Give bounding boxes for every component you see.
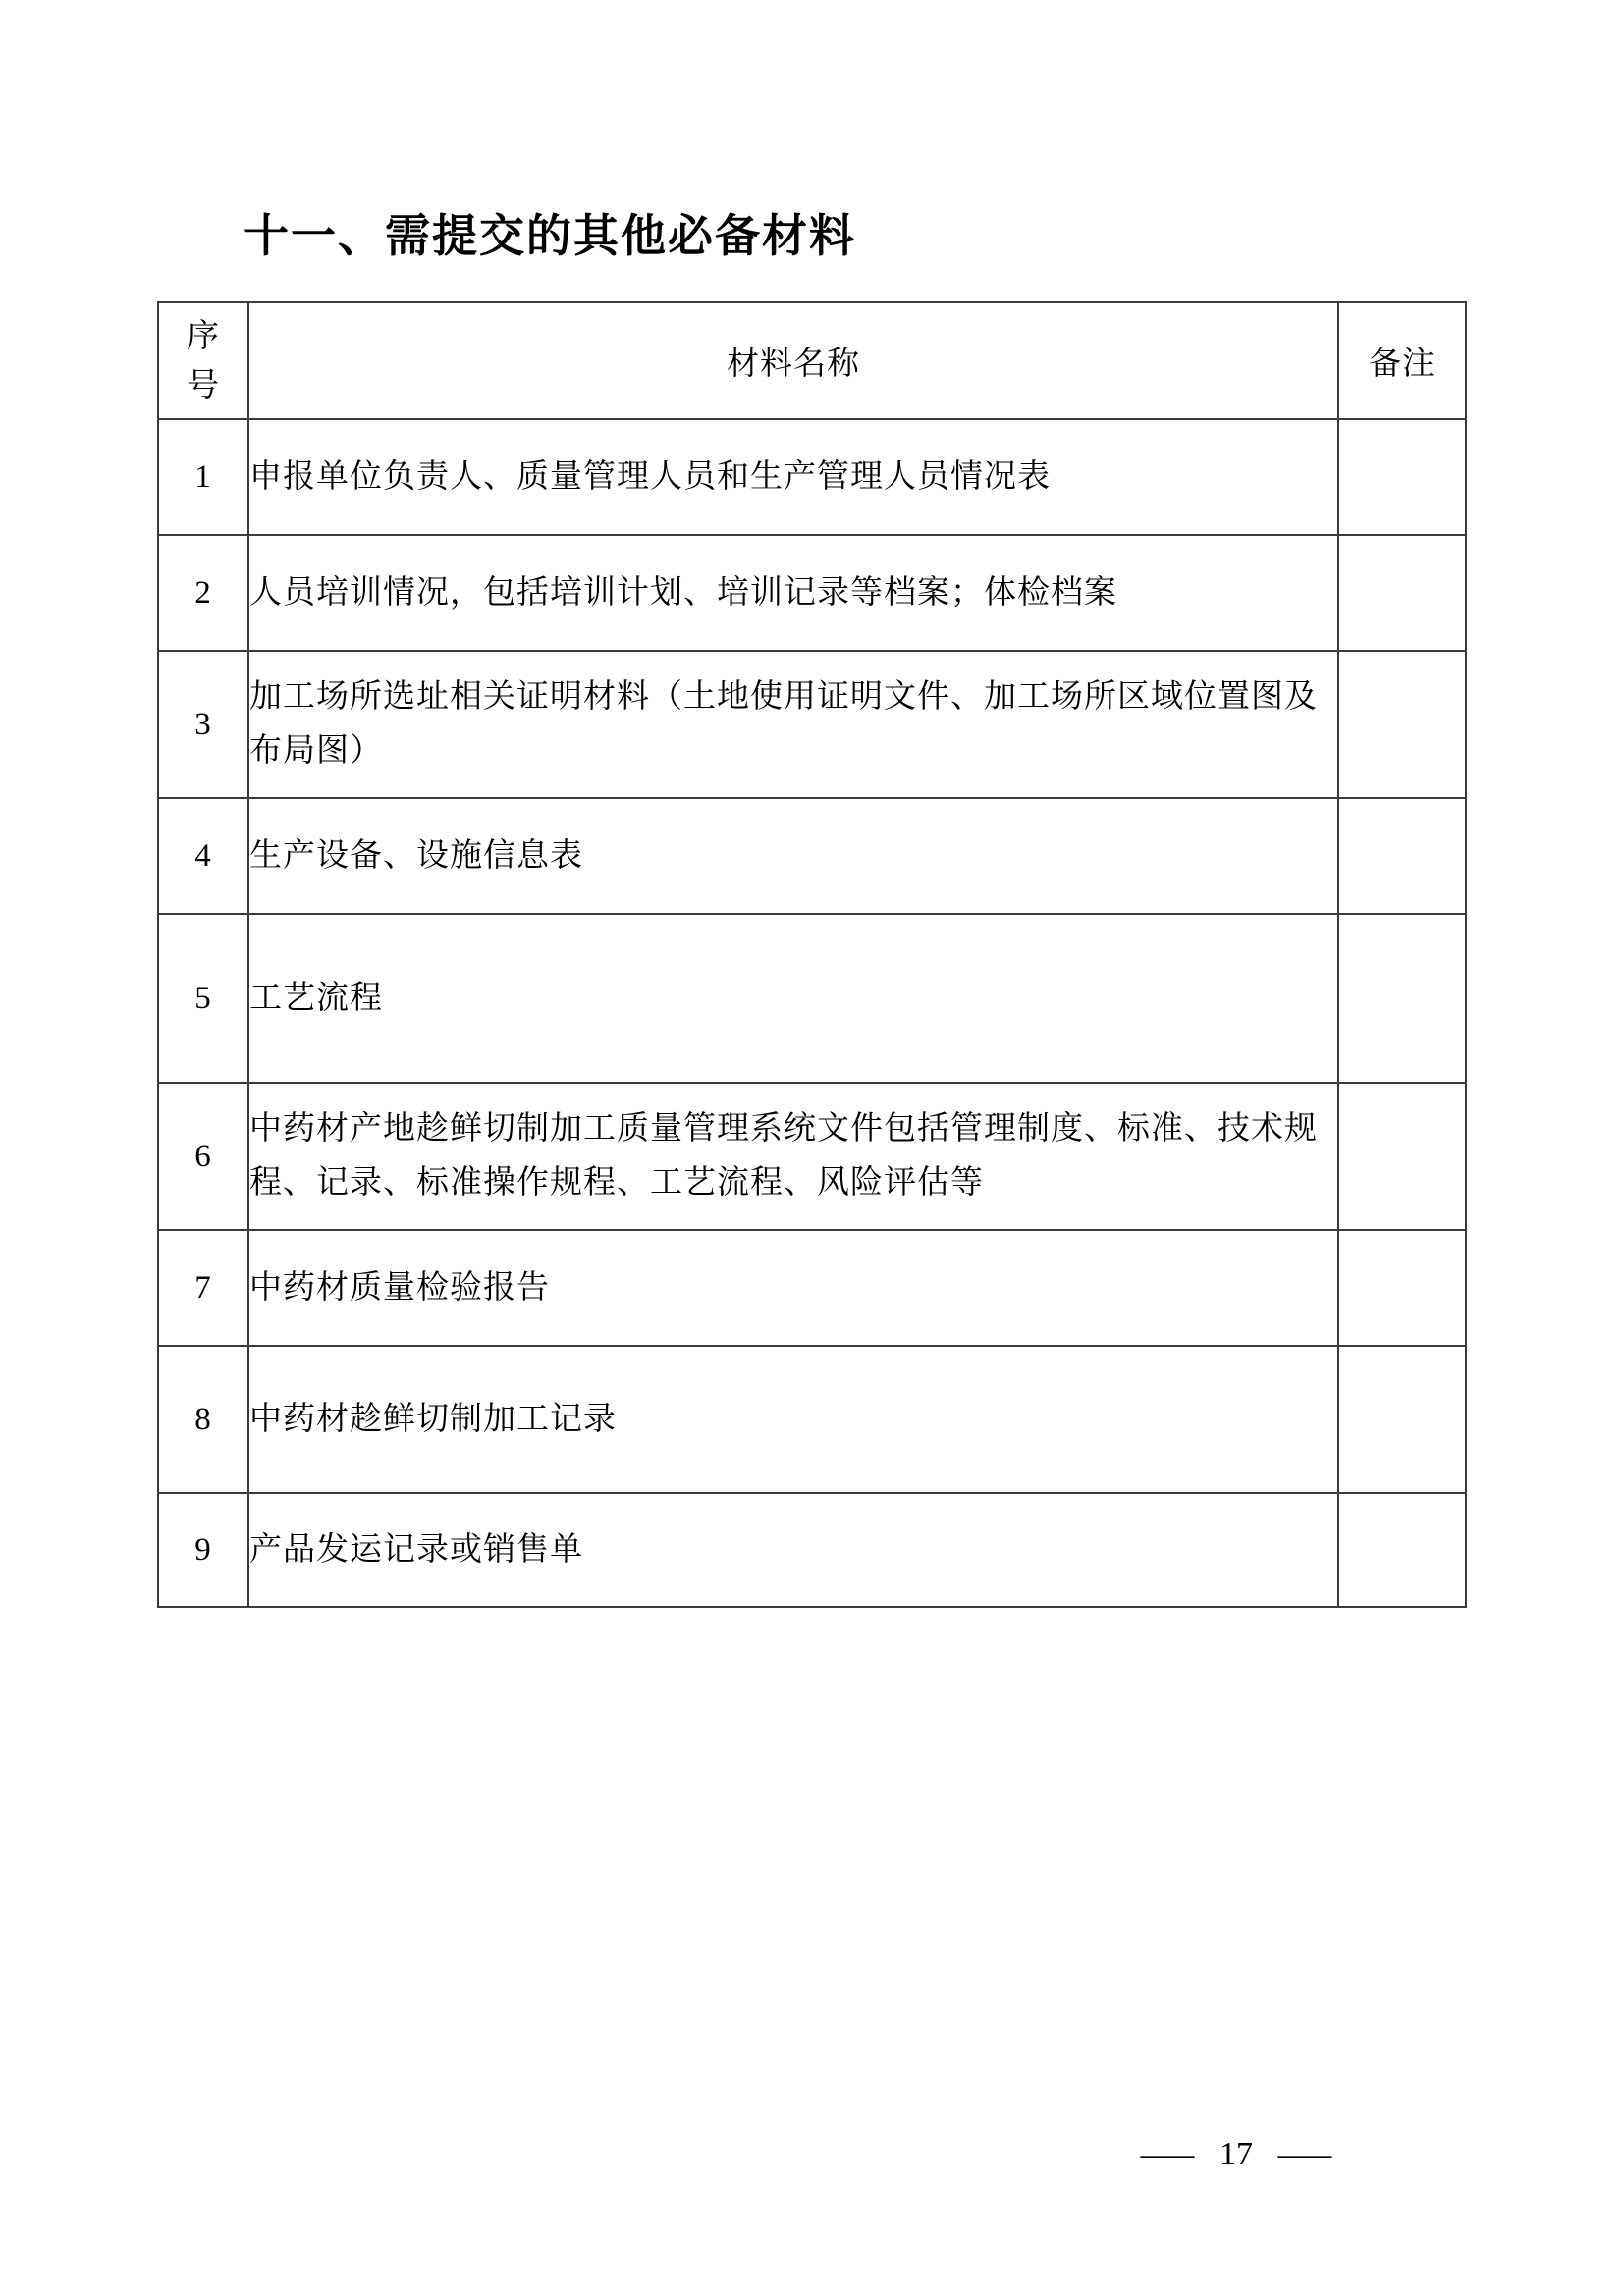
row-name-cell: 加工场所选址相关证明材料（土地使用证明文件、加工场所区域位置图及布局图）	[248, 651, 1338, 798]
page-footer	[1140, 2136, 1332, 2173]
header-cell-name: 材料名称	[248, 302, 1338, 419]
footer-dash-left: —	[1140, 2136, 1195, 2172]
table-row	[158, 535, 1466, 651]
row-remark-cell	[1338, 1493, 1466, 1607]
row-index-cell: 2	[158, 535, 248, 651]
row-remark-cell	[1338, 651, 1466, 798]
row-remark-cell	[1338, 1346, 1466, 1493]
header-index-label: 序号	[187, 318, 220, 403]
table-row	[158, 419, 1466, 535]
row-index-cell: 8	[158, 1346, 248, 1493]
row-index-cell: 1	[158, 419, 248, 535]
table-row	[158, 1493, 1466, 1607]
row-name-cell: 中药材趁鲜切制加工记录	[248, 1346, 1338, 1493]
table-row	[158, 1230, 1466, 1346]
table-row	[158, 1083, 1466, 1230]
materials-table	[157, 301, 1467, 1608]
row-name-cell: 人员培训情况，包括培训计划、培训记录等档案；体检档案	[248, 535, 1338, 651]
row-name-cell: 工艺流程	[248, 914, 1338, 1083]
page-number: 17	[1219, 2136, 1253, 2172]
row-name-cell: 中药材质量检验报告	[248, 1230, 1338, 1346]
header-cell-remark: 备注	[1338, 302, 1466, 419]
header-cell-index	[158, 302, 248, 419]
footer-dash-right: —	[1277, 2136, 1332, 2172]
row-remark-cell	[1338, 1083, 1466, 1230]
row-index-cell: 7	[158, 1230, 248, 1346]
row-remark-cell	[1338, 419, 1466, 535]
row-name-cell: 申报单位负责人、质量管理人员和生产管理人员情况表	[248, 419, 1338, 535]
section-title: 十一、需提交的其他必备材料	[244, 211, 856, 261]
row-index-cell: 3	[158, 651, 248, 798]
table-header-row	[158, 302, 1466, 419]
row-name-cell: 中药材产地趁鲜切制加工质量管理系统文件包括管理制度、标准、技术规程、记录、标准操作规程、工艺流程、风险评估等	[248, 1083, 1338, 1230]
row-remark-cell	[1338, 535, 1466, 651]
table-row	[158, 798, 1466, 914]
row-index-cell: 4	[158, 798, 248, 914]
row-index-cell: 9	[158, 1493, 248, 1607]
table-row	[158, 651, 1466, 798]
row-name-cell: 生产设备、设施信息表	[248, 798, 1338, 914]
row-index-cell: 5	[158, 914, 248, 1083]
row-name-cell: 产品发运记录或销售单	[248, 1493, 1338, 1607]
row-remark-cell	[1338, 798, 1466, 914]
row-remark-cell	[1338, 914, 1466, 1083]
table-row	[158, 914, 1466, 1083]
row-remark-cell	[1338, 1230, 1466, 1346]
row-index-cell: 6	[158, 1083, 248, 1230]
table-row	[158, 1346, 1466, 1493]
